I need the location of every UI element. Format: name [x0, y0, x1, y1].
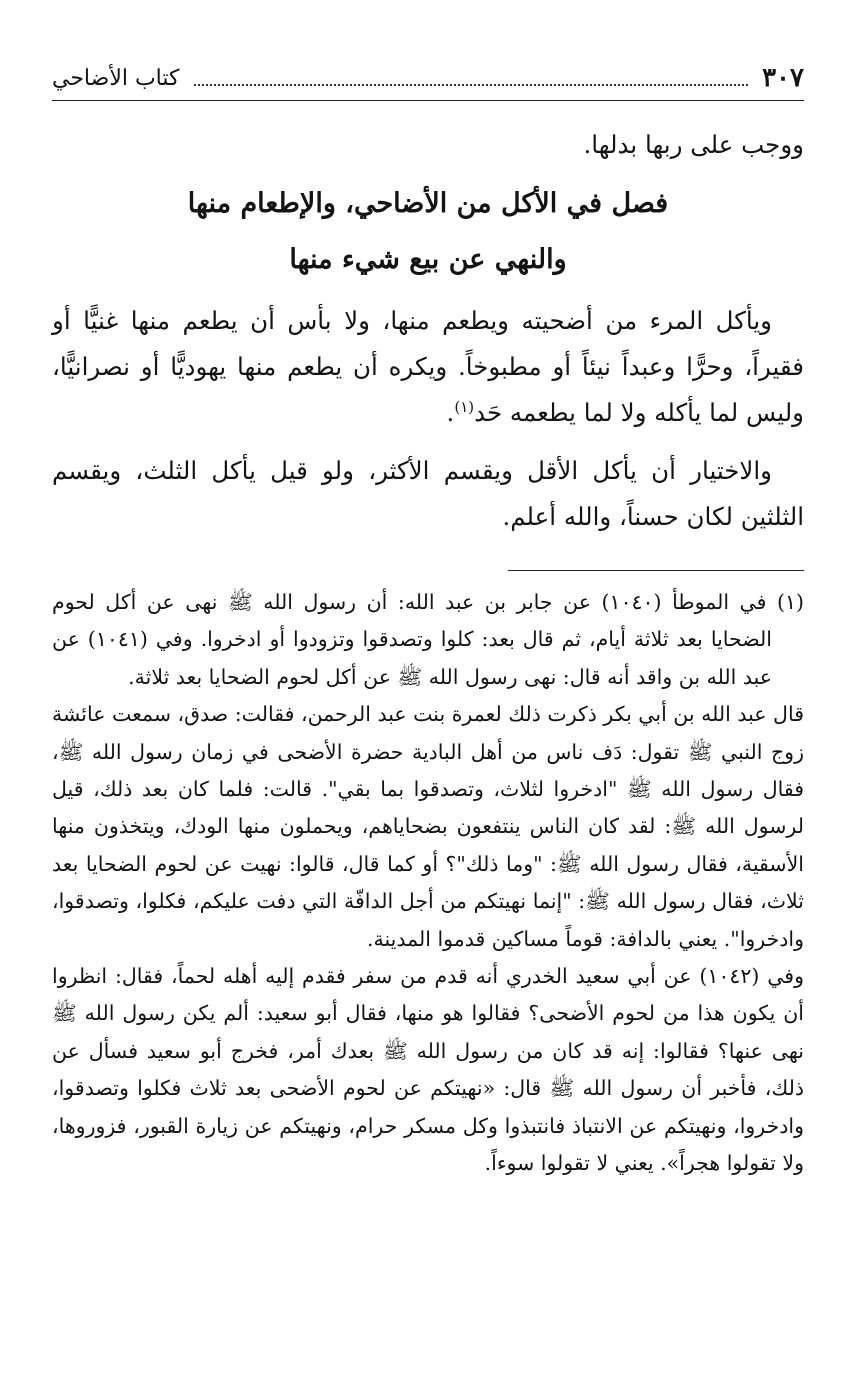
page-number: ٣٠٧ — [762, 63, 804, 93]
paragraph-1 — [52, 298, 804, 436]
section-title-line-1: فصل في الأكل من الأضاحي، والإطعام منها — [187, 188, 669, 219]
footnotes — [52, 584, 804, 1183]
header-rule — [52, 100, 804, 101]
main-text — [52, 122, 804, 552]
footnote-1-continuation-b: وفي (١٠٤٢) عن أبي سعيد الخدري أنه قدم من سفر فقدم إليه أهله لحماً، فقال: انظروا أن يكون هذا من لحوم الأضحى؟ فقالوا هو منها، فقال أبو سعيد: ألم يكن رسول الله ﷺ نهى عنها؟ فقالوا: إنه قد كان من رسول الله ﷺ بعدك أمر، فخرج أبو سعيد فسأل عن ذلك، فأخبر أن رسول الله ﷺ قال: «نهيتكم عن لحوم الأضحى بعد ثلاث فكلوا وتصدقوا، وادخروا، ونهيتكم عن الانتباذ فانتبذوا وكل مسكر حرام، ونهيتكم عن زيارة القبور، فزوروها، ولا تقولوا هجراً». يعني لا تقولوا سوءاً. — [52, 964, 804, 1176]
footnote-1-continuation-a: قال عبد الله بن أبي بكر ذكرت ذلك لعمرة بنت عبد الرحمن، فقالت: صدق، سمعت عائشة زوج النبي ﷺ تقول: دَف ناس من أهل البادية حضرة الأضحى في زمان رسول الله ﷺ، فقال رسول الله ﷺ "ادخروا لثلاث، وتصدقوا بما بقي". قالت: فلما كان بعد ذلك، قيل لرسول الله ﷺ: لقد كان الناس ينتفعون بضحاياهم، ويحملون منها الودك، ويتخذون منها الأسقية، فقال رسول الله ﷺ: "وما ذلك"؟ أو كما قال، قالوا: نهيت عن لحوم الضحايا بعد ثلاث، فقال رسول الله ﷺ: "إنما نهيتكم من أجل الدافّة التي دفت عليكم، فكلوا، وتصدقوا، وادخروا". يعني بالدافة: قوماً مساكين قدموا المدينة. — [51, 702, 804, 951]
footnote-1: (١) في الموطأ (١٠٤٠) عن جابر بن عبد الله: أن رسول الله ﷺ نهى عن أكل لحوم الضحايا بعد ثلاثة أيام، ثم قال بعد: كلوا وتصدقوا وتزودوا أو ادخروا. وفي (١٠٤١) عن عبد الله بن واقد أنه قال: نهى رسول الله ﷺ عن أكل لحوم الضحايا بعد ثلاثة. — [52, 590, 804, 689]
footnote-separator — [508, 570, 804, 571]
paragraph-1-end: . — [446, 398, 455, 427]
running-title: كتاب الأضاحي — [52, 65, 180, 91]
paragraph-2: والاختيار أن يأكل الأقل ويقسم الأكثر، ولو قيل يأكل الثلث، ويقسم الثلثين لكان حسناً، والله أعلم. — [52, 456, 804, 531]
lead-line: ووجب على ربها بدلها. — [583, 130, 804, 159]
running-header — [52, 58, 804, 98]
paragraph-1-text: ويأكل المرء من أضحيته ويطعم منها، ولا بأس أن يطعم منها غنيًّا أو فقيراً، وحرًّا وعبداً نيئاً أو مطبوخاً. ويكره أن يطعم منها يهوديًّا أو نصرانيًّا، وليس لما يأكله ولا لما يطعمه حَد — [52, 306, 804, 427]
section-title-line-2: والنهي عن بيع شيء منها — [289, 244, 567, 275]
section-title — [52, 176, 804, 288]
footnote-marker[interactable]: (١) — [454, 397, 475, 416]
header-dot-leader — [194, 70, 749, 86]
